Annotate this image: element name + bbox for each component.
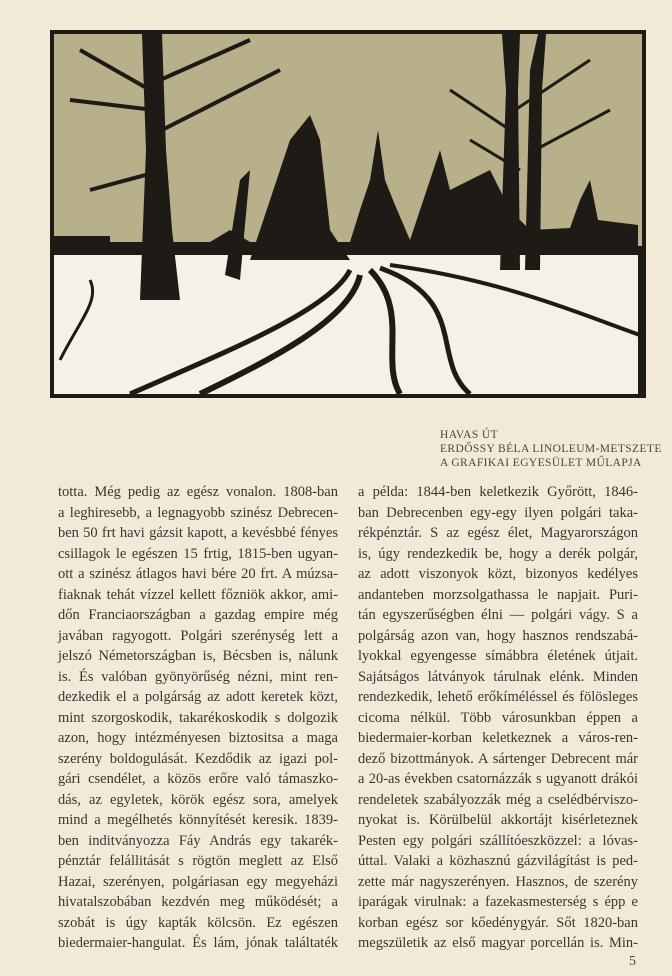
text-line: az adott viszonyok közt, bizonyos kedélyes bbox=[358, 566, 638, 582]
linocut-illustration bbox=[50, 30, 646, 398]
text-line: dőn Franciaországban a gazdag empire még bbox=[58, 607, 338, 623]
text-line: javában ragyogott. Polgári szerénység lett a bbox=[58, 627, 338, 644]
text-line: szerény boldogulását. Kezdődik az igazi pol- bbox=[58, 750, 338, 767]
text-line: rékpénztár. S az egész élet, Magyarországon bbox=[358, 525, 638, 541]
text-line: a példa: 1844-ben keletkezik Győrött, 1846- bbox=[358, 484, 638, 500]
text-line: ben 50 frt havi gázsit kapott, a kevésbbé fényes bbox=[58, 525, 338, 541]
text-line: mind a megélhetés könnyítését keresik. 1839- bbox=[58, 812, 338, 828]
text-line: dező bizottmányok. A sártenger Debrecent már bbox=[358, 750, 638, 767]
snowy-road-print bbox=[50, 30, 646, 398]
text-line: Pesten egy polgári szállítóeszközzel: a lóvas- bbox=[358, 832, 638, 849]
text-line: nyokat is. Körülbelül akkortájt kisérleteznek bbox=[358, 812, 638, 828]
caption-artist: ERDŐSSY BÉLA LINOLEUM-METSZETE bbox=[440, 443, 662, 455]
text-line: úttal. Valaki a közhasznú gázvilágítást is ped- bbox=[358, 853, 638, 869]
text-line: szobát is úgy kapták kölcsön. Ez egészen bbox=[58, 914, 338, 931]
text-line: andanteben morzsolgathassa le napjait. Puri- bbox=[358, 586, 638, 603]
page-number: 5 bbox=[629, 954, 636, 969]
text-line: azon, hogy intézményesen biztositsa a maga bbox=[58, 730, 338, 746]
text-line: is, úgy rendezkedik be, hogy a derék polgár, bbox=[358, 545, 638, 562]
caption-title: HAVAS ÚT bbox=[440, 429, 499, 441]
text-line: korban egész sor kőedénygyár. Sőt 1820-ban bbox=[358, 914, 638, 931]
text-line: polgárság azon van, hogy hasznos rendszabá- bbox=[358, 627, 638, 644]
text-line: totta. Még pedig az egész vonalon. 1808-ban bbox=[58, 484, 338, 500]
right-text-column bbox=[358, 482, 638, 954]
text-line: iparágak virulnak: a fazekasmesterség s épp e bbox=[358, 894, 638, 910]
text-line: dás, az egyletek, körök egész sora, amelyek bbox=[58, 791, 338, 808]
text-line: a leghiresebb, a legnagyobb szinész Debrecen- bbox=[58, 504, 338, 521]
text-line: is. És valóban gyönyörűség nézni, mint ren- bbox=[58, 668, 338, 685]
text-line: pénztár felállitását s rögtön meglett az Első bbox=[58, 853, 338, 869]
text-line: zette már nagyszerényen. Hasznos, de szerény bbox=[358, 873, 638, 890]
text-line: biedermaier-hangulat. És lám, jónak találtaték bbox=[58, 935, 338, 951]
text-line: ban Debrecenben egy-egy ilyen polgári taka- bbox=[358, 504, 638, 521]
text-line: mint szorgoskodik, takarékoskodik s dolgozik bbox=[58, 709, 338, 726]
text-line: ben inditványozza Fáy András egy takarék- bbox=[58, 832, 338, 849]
text-line: fiaknak tehát vízzel kellett főzniök akkor, ami- bbox=[58, 586, 338, 603]
text-line: lyokkal egyengesse símábbra életének útjait. bbox=[358, 648, 638, 664]
caption-publisher: A GRAFIKAI EGYESÜLET MŰLAPJA bbox=[440, 457, 642, 469]
text-line: megszületik az első magyar porcellán is. Min- bbox=[358, 935, 638, 951]
text-line: csillagok le egészen 15 frtig, 1815-ben ugyan- bbox=[58, 545, 338, 562]
text-line: Sajátságos látványok tárulnak elénk. Minden bbox=[358, 668, 638, 685]
text-line: a 20-as években csatornázzák s ugyanott drákói bbox=[358, 771, 638, 787]
text-line: jelszó Németországban is, Bécsben is, nálunk bbox=[58, 648, 338, 664]
text-line: rendezkedik, lehető erőkíméléssel és fölösleges bbox=[358, 689, 638, 705]
text-line: cicoma nélkül. Több városunkban éppen a bbox=[358, 709, 638, 726]
text-line: hivatalszobában kezdvén meg működését; a bbox=[58, 894, 338, 910]
text-line: biedermaier-korban keletkeznek a város-ren- bbox=[358, 730, 638, 746]
text-line: gári csendélet, a közös erőre való támaszko- bbox=[58, 771, 338, 787]
text-line: dezkedik el a polgárság az adott keretek közt, bbox=[58, 689, 338, 705]
text-line: rendeletek szabályozzák még a cselédbérviszo- bbox=[358, 791, 638, 808]
text-line: ott a szinész átlagos havi bére 20 frt. A múzsa- bbox=[58, 566, 338, 582]
illustration-caption bbox=[440, 428, 662, 470]
text-line: Hazai, szerényen, polgáriasan egy megyeházi bbox=[58, 873, 338, 890]
text-line: tán egyszerűségben élni — polgári vágy. S a bbox=[358, 607, 638, 623]
left-text-column bbox=[58, 482, 338, 954]
